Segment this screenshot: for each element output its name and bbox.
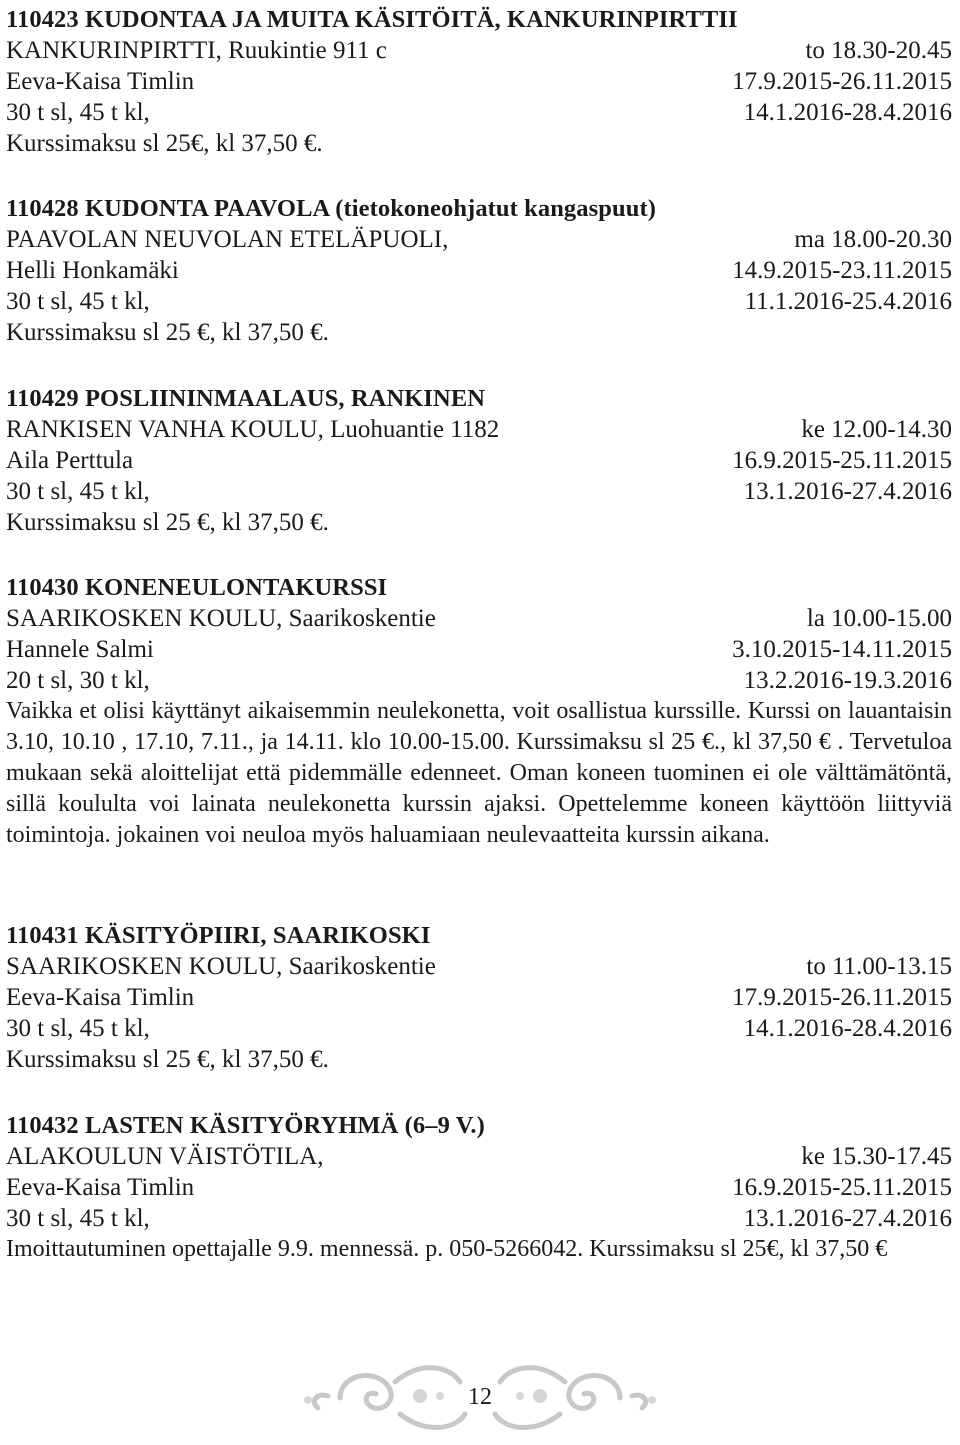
course-location: PAAVOLAN NEUVOLAN ETELÄPUOLI,	[6, 226, 449, 253]
course-110428	[6, 193, 952, 348]
course-hours-row	[6, 286, 952, 317]
course-fee: Kurssimaksu sl 25€, kl 37,50 €.	[6, 130, 323, 157]
course-spring-dates: 11.1.2016-25.4.2016	[744, 288, 952, 315]
course-time: ma 18.00-20.30	[794, 226, 952, 253]
course-title: 110431 KÄSITYÖPIIRI, SAARIKOSKI	[6, 922, 431, 949]
course-location-row	[6, 951, 952, 982]
course-spring-dates: 13.1.2016-27.4.2016	[743, 1205, 952, 1232]
course-110429	[6, 383, 952, 538]
course-time: to 11.00-13.15	[806, 953, 952, 980]
course-location-row	[6, 414, 952, 445]
course-hours-row	[6, 476, 952, 507]
course-110432	[6, 1110, 952, 1265]
course-time: la 10.00-15.00	[806, 605, 952, 632]
course-spring-dates: 14.1.2016-28.4.2016	[743, 1015, 952, 1042]
course-description: Imoittautuminen opettajalle 9.9. mennessä. p. 050-5266042. Kurssimaksu sl 25€, kl 37,50 €	[6, 1236, 888, 1262]
course-fee-row	[6, 1044, 952, 1075]
course-teacher-row	[6, 255, 952, 286]
course-location: KANKURINPIRTTI, Ruukintie 911 c	[6, 37, 387, 64]
course-location: SAARIKOSKEN KOULU, Saarikoskentie	[6, 605, 436, 632]
course-hours: 30 t sl, 45 t kl,	[6, 1205, 150, 1232]
course-110431	[6, 920, 952, 1075]
course-time: ke 15.30-17.45	[801, 1143, 952, 1170]
course-autumn-dates: 14.9.2015-23.11.2015	[732, 257, 952, 284]
course-location-row	[6, 1141, 952, 1172]
course-110423	[6, 4, 952, 159]
course-location: ALAKOULUN VÄISTÖTILA,	[6, 1143, 324, 1170]
course-spring-dates: 14.1.2016-28.4.2016	[743, 99, 952, 126]
course-hours-row	[6, 1013, 952, 1044]
course-teacher-row	[6, 634, 952, 665]
course-location-row	[6, 224, 952, 255]
course-location-row	[6, 603, 952, 634]
course-teacher-row	[6, 66, 952, 97]
course-hours: 30 t sl, 45 t kl,	[6, 99, 150, 126]
course-teacher: Aila Perttula	[6, 447, 134, 474]
course-teacher: Helli Honkamäki	[6, 257, 179, 284]
course-location: RANKISEN VANHA KOULU, Luohuantie 1182	[6, 416, 500, 443]
course-time: ke 12.00-14.30	[801, 416, 952, 443]
course-fee: Kurssimaksu sl 25 €, kl 37,50 €.	[6, 319, 329, 346]
course-hours: 30 t sl, 45 t kl,	[6, 288, 150, 315]
course-title: 110423 KUDONTAA JA MUITA KÄSITÖITÄ, KANKURINPIRTTII	[6, 6, 738, 33]
course-autumn-dates: 17.9.2015-26.11.2015	[732, 68, 952, 95]
course-title: 110428 KUDONTA PAAVOLA (tietokoneohjatut kangaspuut)	[6, 195, 656, 222]
course-110430	[6, 572, 952, 851]
course-description: Vaikka et olisi käyttänyt aikaisemmin neulekonetta, voit osallistua kurssille. Kurssi on lauantaisin 3.10, 10.10 , 17.10, 7.11., ja 14.11. klo 10.00-15.00. Kurssimaksu sl 25 €., kl 37,50 € . Tervetuloa mukaan sekä aloittelijat että pidemmälle edenneet. Oman koneen tuominen ei ole välttämätöntä, sillä koululta voi lainata neulekonetta kurssin ajaksi. Opettelemme koneen käyttöön liittyviä toimintoja. jokainen voi neuloa myös haluamiaan neulevaatteita kurssin aikana.	[6, 698, 952, 848]
course-title: 110432 LASTEN KÄSITYÖRYHMÄ (6–9 V.)	[6, 1112, 485, 1139]
course-teacher: Eeva-Kaisa Timlin	[6, 1174, 195, 1201]
course-teacher-row	[6, 445, 952, 476]
course-autumn-dates: 17.9.2015-26.11.2015	[732, 984, 952, 1011]
course-fee-row	[6, 128, 952, 159]
course-spring-dates: 13.2.2016-19.3.2016	[743, 667, 952, 694]
course-teacher: Eeva-Kaisa Timlin	[6, 68, 195, 95]
course-fee-row	[6, 507, 952, 538]
course-fee: Kurssimaksu sl 25 €, kl 37,50 €.	[6, 509, 329, 536]
course-autumn-dates: 16.9.2015-25.11.2015	[732, 447, 952, 474]
course-teacher-row	[6, 982, 952, 1013]
course-title: 110429 POSLIININMAALAUS, RANKINEN	[6, 385, 486, 412]
course-spring-dates: 13.1.2016-27.4.2016	[743, 478, 952, 505]
course-fee: Kurssimaksu sl 25 €, kl 37,50 €.	[6, 1046, 329, 1073]
course-hours-row	[6, 665, 952, 696]
page-number: 12	[468, 1384, 492, 1410]
course-teacher-row	[6, 1172, 952, 1203]
course-teacher: Hannele Salmi	[6, 636, 154, 663]
course-hours: 20 t sl, 30 t kl,	[6, 667, 150, 694]
course-time: to 18.30-20.45	[805, 37, 952, 64]
course-hours-row	[6, 97, 952, 128]
course-autumn-dates: 3.10.2015-14.11.2015	[732, 636, 952, 663]
course-title: 110430 KONENEULONTAKURSSI	[6, 574, 388, 601]
course-hours: 30 t sl, 45 t kl,	[6, 478, 150, 505]
course-fee-row	[6, 317, 952, 348]
course-autumn-dates: 16.9.2015-25.11.2015	[732, 1174, 952, 1201]
course-location-row	[6, 35, 952, 66]
course-teacher: Eeva-Kaisa Timlin	[6, 984, 195, 1011]
course-hours: 30 t sl, 45 t kl,	[6, 1015, 150, 1042]
course-location: SAARIKOSKEN KOULU, Saarikoskentie	[6, 953, 436, 980]
course-hours-row	[6, 1203, 952, 1234]
